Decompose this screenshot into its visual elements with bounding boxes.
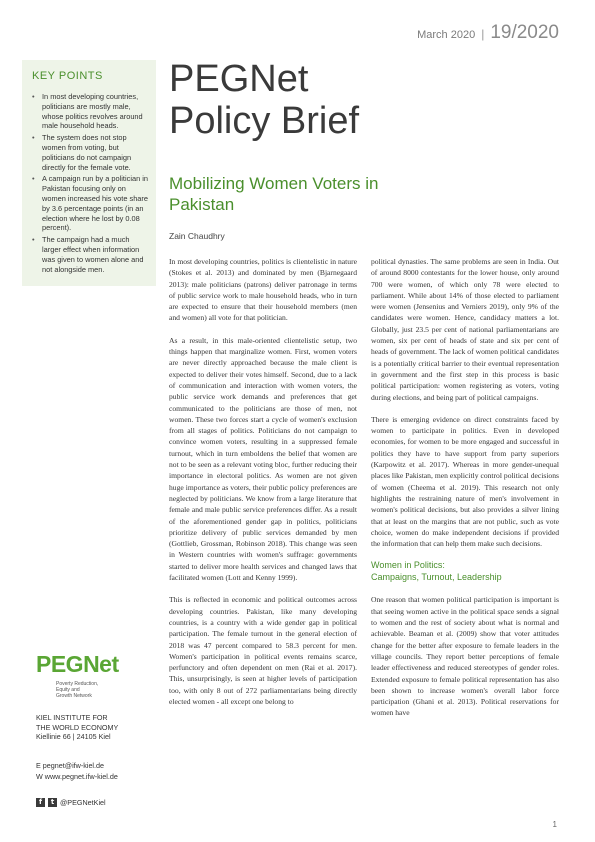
brief-title <box>169 58 359 142</box>
logo-tagline-line: Equity and <box>56 687 80 693</box>
key-point-item: • The campaign had a much larger effect when information was given to women alone and not alongside men. <box>32 235 148 274</box>
contact-info <box>36 760 118 782</box>
email-link[interactable]: E pegnet@ifw-kiel.de <box>36 761 105 770</box>
body-paragraph: One reason that women political participation is important is that seeing women active in the political space sends a signal to women and the rest of society about what is normal and achievable. Beaman et al. (2009) show that voter attitudes change for the better after exposure to female leaders in the village councils. They report better perceptions of female leader effectiveness and reduced stereotypes of gender roles. Extended exposure to female political representation has also been shown to increase women's overall labor force participation (Ghani et al. 2013). Political reservations for women have <box>371 595 559 718</box>
institute-line: Kiellinie 66 | 24105 Kiel <box>36 732 111 742</box>
body-column-right <box>371 256 559 730</box>
logo-tagline-line: Poverty Reduction, <box>56 681 99 687</box>
section-heading <box>371 560 559 583</box>
social-links <box>36 798 106 807</box>
issue-date: March 2020 <box>417 29 476 41</box>
logo-tagline <box>56 681 156 699</box>
logo-tagline-line: Growth Network <box>56 693 92 699</box>
social-handle[interactable]: @PEGNetKiel <box>60 798 106 807</box>
page-number: 1 <box>552 820 557 829</box>
title-line-1: PEGNet <box>169 58 309 100</box>
issue-number: 19/2020 <box>490 22 559 43</box>
body-paragraph: political dynasties. The same problems are seen in India. Out of around 8000 contestants for the lower house, only around 700 were women, of which only 78 were elected to parliament. While about 14% of those elected to parliament were women (Jensenius and Verniers 2019), only 9% of the candidates were women. Hence, candidacy matters a lot. Globally, just 23.5 per cent of national parliamentarians are women, six per cent of heads of state and six per cent of heads of government. The lack of women political candidates is a potentially critical barrier to their eventual representation in government and the first step in this process is basic political participation: women registering as voters, voting during elections, and being part of political campaigns. <box>371 257 559 402</box>
section-heading-line-2: Campaigns, Turnout, Leadership <box>371 571 502 582</box>
issue-header <box>417 22 559 44</box>
institute-address <box>36 713 118 742</box>
website-link[interactable]: W www.pegnet.ifw-kiel.de <box>36 772 118 781</box>
twitter-icon[interactable]: t <box>48 798 57 807</box>
key-point-item: • A campaign run by a politician in Pakistan focusing only on women increased his vote share by 3.6 percentage points (in an election where he lost by 0.08 percent). <box>32 174 148 233</box>
body-column-left <box>169 256 357 718</box>
body-paragraph: There is emerging evidence on direct constraints faced by women to participate in politics. Even in developed economies, for women to be more engaged and successful in politics they have to have support from party superiors (Karpowitz et al. 2017). Whereas in more gender-unequal places like Pakistan, men explicitly control political decisions of women (Cheema et al. 2019). This research not only highlights the restraining nature of men's involvement in women's political decisions, but also provides a silver lining that at least on the margins that are not public, such as vote choice, women do make independent decisions if provided the information that can help them make such decisions. <box>371 414 559 549</box>
header-separator: | <box>481 27 485 41</box>
body-paragraph: This is reflected in economic and political outcomes across developing countries. Pakistan, like many developing countries, is a country with a wide gender gap in political participation. The female turnout in the general election of 2018 was 47 percent compared to 58.3 percent for men. Women's participation in political events remains scarce, perfunctory and often dependent on men (Rai et al. 2017). This, unsurprisingly, is seen at higher levels of participation too, with only 8 out of 272 parliamentarians being directly elected women - all except one belong to <box>169 595 357 706</box>
author-name: Zain Chaudhry <box>169 231 225 241</box>
body-paragraph: In most developing countries, politics is clientelistic in nature (Stokes et al. 2013) and dominated by men (Bjarnegaard 2013): male politicians (patrons) deliver patronage in terms of public service work to male household heads, who in turn are expected to ensure that their household members (men and women) all vote for that politician. <box>169 257 357 323</box>
key-points-box <box>22 60 156 286</box>
key-points-list <box>32 92 148 274</box>
logo-wordmark: PEGNet <box>36 651 119 677</box>
body-paragraph: As a result, in this male-oriented clientelistic setup, two things happen that marginalize women. First, women voters are never directly approached because the male client is expected to deliver their votes himself. Second, due to a lack of communication and interaction with women voters, the public service work demands and preferences that get communicated to the politicians are those of men, not women. These two forces start a cycle of women's exclusion from all stages of politics. Politicians do not campaign to convince women voters, resulting in a suppressed female turnout, which in turn emboldens the belief that women are not to be seen as a relevant voting bloc, further reducing their importance in electoral politics. As women are not given huge importance as voters, their public policy preferences are neglected by politicians. We know from a large literature that female and male public service preferences differ. As a result of the aforementioned gender gap in politics, politicians prioritize delivery of public services demanded by men (Gottlieb, Grossman, Robinson 2018). This change was seen in Western countries with women's suffrage: governments started to deliver more health services and changed laws that facilitated women (Lott and Kenny 1999). <box>169 335 357 583</box>
title-line-2: Policy Brief <box>169 100 360 142</box>
facebook-icon[interactable]: f <box>36 798 45 807</box>
key-point-item: • In most developing countries, politicians are mostly male, whose politics revolves around male household heads. <box>32 92 148 131</box>
section-heading-line-1: Women in Politics: <box>371 560 445 571</box>
institute-line: THE WORLD ECONOMY <box>36 722 119 732</box>
key-point-item: • The system does not stop women from voting, but politicians do not campaign directly for the female vote. <box>32 133 148 172</box>
institute-line: KIEL INSTITUTE FOR <box>36 713 108 722</box>
pegnet-logo <box>36 651 156 699</box>
article-title: Mobilizing Women Voters in Pakistan <box>169 174 379 214</box>
key-points-heading: KEY POINTS <box>32 70 103 82</box>
